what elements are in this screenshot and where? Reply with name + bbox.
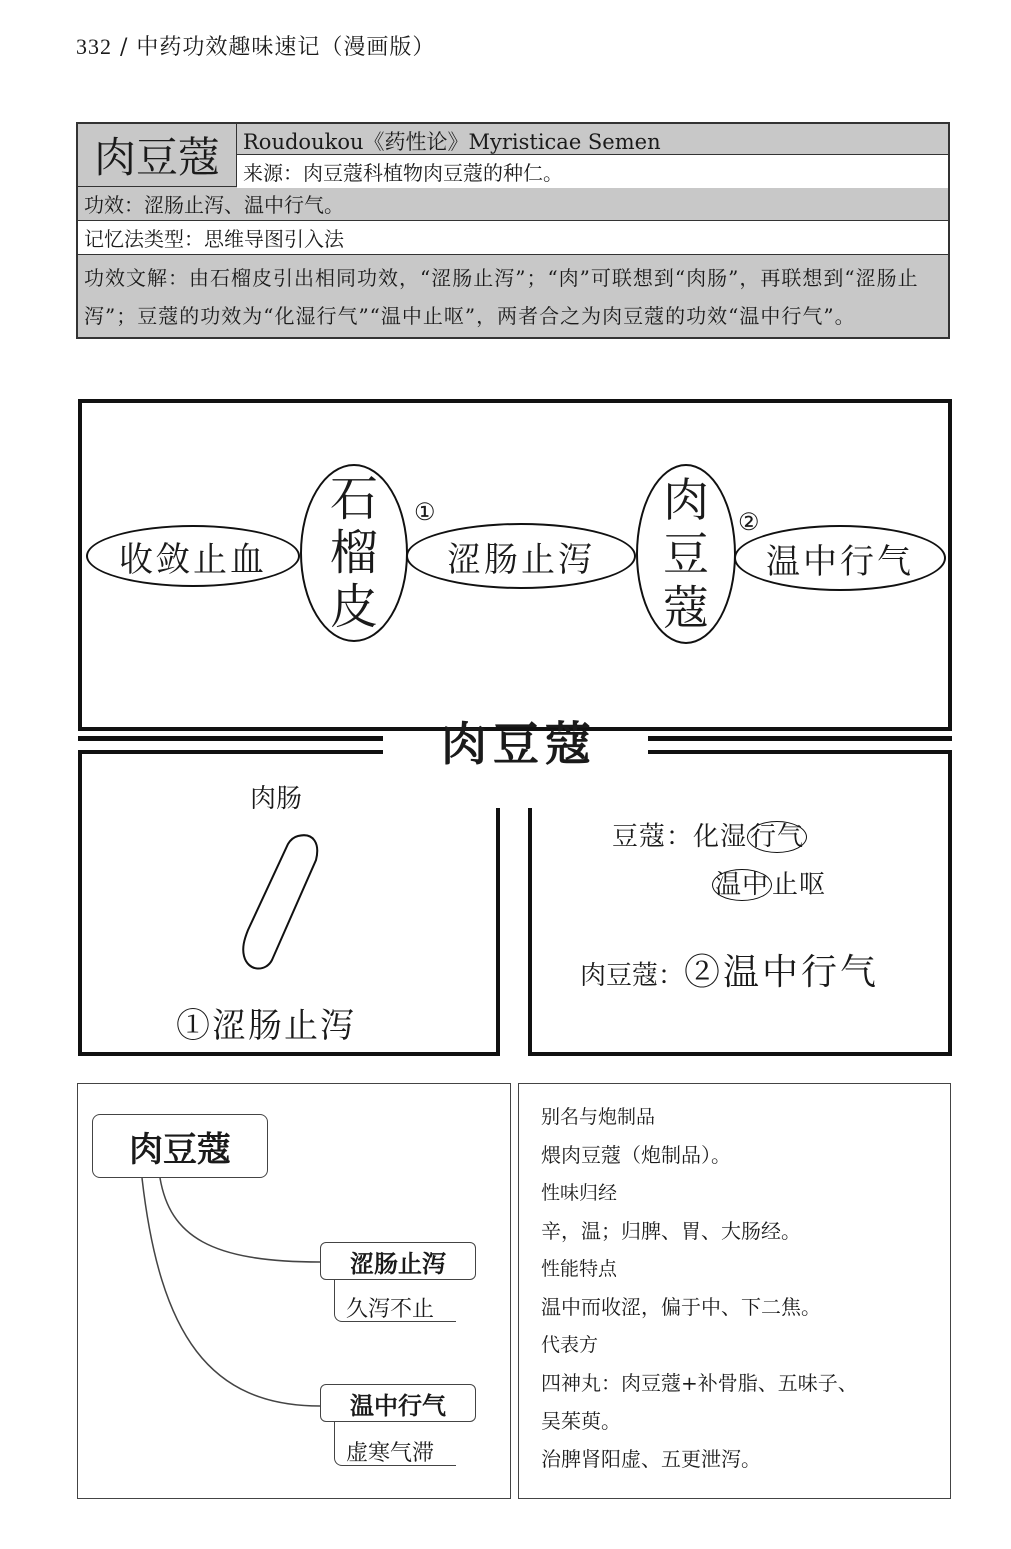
doukou-line-2 (712, 864, 826, 901)
doukou-line-1 (612, 816, 807, 853)
mindmap-branch-2: 温中行气 (320, 1384, 476, 1422)
sausage-caption: ①涩肠止泻 (176, 1006, 356, 1046)
mindmap-root: 肉豆蔻 (92, 1114, 268, 1178)
herb-pinyin-line: Roudoukou《药性论》Myristicae Semen (237, 124, 948, 155)
oval-astringe-intestine: 涩肠止泻 (406, 523, 636, 589)
result-value: ②温中行气 (684, 952, 880, 993)
sausage-label: 肉肠 (250, 784, 303, 814)
page-header (76, 30, 435, 61)
pomegranate-char-1: 石 (329, 471, 378, 527)
sausage-icon (236, 830, 326, 975)
mindmap-connectors (130, 1176, 330, 1426)
mindmap-leaf-2: 虚寒气滞 (346, 1441, 435, 1466)
prop-text-nature: 辛，温；归脾、胃、大肠经。 (541, 1219, 801, 1243)
page-number: 332 (76, 34, 112, 59)
header-separator: / (120, 35, 129, 60)
doukou-prefix: 豆蔻： (612, 822, 694, 852)
oval-nutmeg (636, 464, 736, 644)
herb-title-row (78, 124, 948, 186)
prop-heading-aliases: 别名与炮制品 (541, 1106, 656, 1128)
center-title: 肉豆蔻 (441, 717, 597, 771)
oval-stop-bleeding: 收敛止血 (86, 525, 300, 587)
pomegranate-char-2: 榴 (329, 525, 378, 581)
prop-text-characteristics: 温中而收涩，偏于中、下二焦。 (541, 1295, 821, 1319)
lower-right-bottom-border (528, 1052, 952, 1056)
mindmap-branch-1: 涩肠止泻 (320, 1242, 476, 1280)
mindmap-leaf-1: 久泻不止 (346, 1297, 435, 1322)
lower-right-right-border (948, 750, 952, 1056)
prop-text-formula-3: 治脾肾阳虚、五更泄泻。 (541, 1447, 761, 1471)
lower-left-top-border (78, 750, 383, 754)
divider-left (78, 736, 383, 741)
doukou-xing-qi-circled: 行气 (747, 821, 807, 853)
herb-source: 来源：肉豆蔻科植物肉豆蔻的种仁。 (237, 155, 948, 188)
pomegranate-char-3: 皮 (329, 579, 378, 635)
result-line (580, 944, 879, 995)
result-prefix: 肉豆蔻： (580, 961, 685, 991)
prop-text-formula-1: 四神丸：肉豆蔻+补骨脂、五味子、 (541, 1371, 858, 1395)
marker-1: ① (414, 498, 436, 526)
prop-heading-nature: 性味归经 (541, 1182, 618, 1204)
doukou-wen-zhong-circled: 温中 (712, 869, 772, 901)
prop-text-aliases: 煨肉豆蔻（炮制品）。 (541, 1143, 731, 1167)
divider-right (648, 736, 952, 741)
prop-heading-formula: 代表方 (541, 1334, 599, 1356)
book-title: 中药功效趣味速记（漫画版） (136, 35, 436, 60)
lower-left-border (78, 750, 82, 1056)
lower-right-top-border (648, 750, 952, 754)
doukou-zhi-ou: 止呕 (772, 870, 827, 900)
lower-left-bottom-border (78, 1052, 500, 1056)
herb-efficacy: 功效：涩肠止泻、温中行气。 (78, 186, 948, 220)
nutmeg-char-3: 蔻 (663, 581, 709, 635)
herb-memory-type: 记忆法类型：思维导图引入法 (78, 220, 948, 254)
herb-info-table (76, 122, 950, 339)
prop-heading-characteristics: 性能特点 (541, 1258, 618, 1280)
marker-2: ② (738, 508, 760, 536)
nutmeg-char-2: 豆 (663, 527, 709, 581)
doukou-hua-shi: 化湿 (693, 822, 748, 852)
properties-box (518, 1083, 951, 1499)
herb-name: 肉豆蔻 (78, 124, 237, 186)
herb-explanation: 功效文解：由石榴皮引出相同功效，“涩肠止泻”；“肉”可联想到“肉肠”，再联想到“涩肠止泻”；豆蔻的功效为“化湿行气”“温中止呕”，两者合之为肉豆蔻的功效“温中行气”。 (78, 254, 948, 337)
lower-right-left-border (528, 808, 532, 1056)
oval-warm-middle: 温中行气 (734, 525, 946, 591)
oval-pomegranate-peel (300, 464, 408, 642)
nutmeg-char-1: 肉 (663, 473, 709, 527)
lower-left-right-border (496, 808, 500, 1056)
prop-text-formula-2: 吴茱萸。 (541, 1409, 621, 1433)
